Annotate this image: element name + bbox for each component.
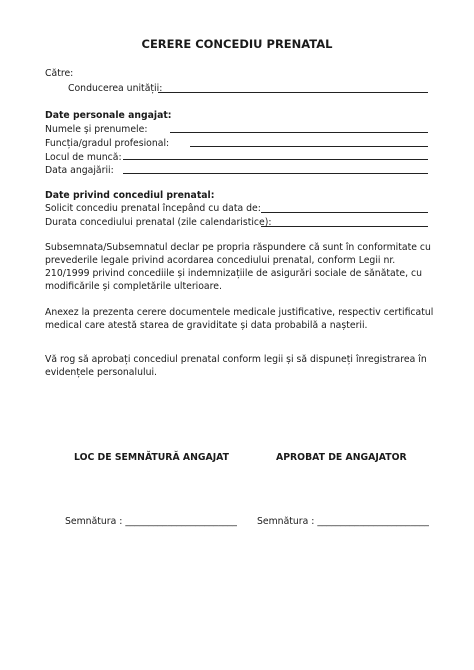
field-label-function: Funcția/gradul profesional: [45, 138, 170, 149]
field-line-start-date[interactable] [261, 212, 428, 213]
leave-section-heading: Date privind concediul prenatal: [45, 190, 215, 201]
field-line-hire-date[interactable] [123, 173, 428, 174]
addressee-label: Către: [45, 68, 74, 79]
signature-heading-employer: APROBAT DE ANGAJATOR [276, 452, 407, 463]
paragraph-annex: Anexez la prezenta cerere documentele medicale justificative, respectiv certificatul medical care atestă starea de graviditate și data probabilă a nașterii. [45, 307, 434, 331]
field-label-start-date: Solicit concediu prenatal începând cu data de: [45, 203, 261, 214]
personal-section-heading: Date personale angajat: [45, 110, 172, 121]
field-label-name: Numele și prenumele: [45, 124, 148, 135]
field-line-function[interactable] [190, 146, 428, 147]
field-line-name[interactable] [170, 132, 428, 133]
addressee-blank-line[interactable] [158, 92, 428, 93]
paragraph-declaration: Subsemnata/Subsemnatul declar pe propria răspundere că sunt în conformitate cu prevederile legale privind acordarea concediului prenatal, conform Legii nr. 210/1999 privind concediile și indemnizațiile de asigurări sociale de sănătate, cu modificările și completările ulterioare. [45, 242, 431, 292]
field-line-duration[interactable] [261, 226, 428, 227]
field-line-workplace[interactable] [123, 159, 428, 160]
field-label-hire-date: Data angajării: [45, 165, 114, 176]
paragraph-request: Vă rog să aprobați concediul prenatal conform legii și să dispuneți înregistrarea în evidențele personalului. [45, 354, 427, 378]
field-label-workplace: Locul de muncă: [45, 152, 122, 163]
document-title: CERERE CONCEDIU PRENATAL [141, 37, 333, 51]
field-label-duration: Durata concediului prenatal (zile calendaristice): [45, 217, 272, 228]
signature-line-employee[interactable]: Semnătura : ________________________ [65, 516, 237, 527]
signature-heading-employee: LOC DE SEMNĂTURĂ ANGAJAT [74, 452, 229, 463]
addressee-value: Conducerea unității: [68, 83, 163, 94]
signature-line-employer[interactable]: Semnătura : ________________________ [257, 516, 429, 527]
